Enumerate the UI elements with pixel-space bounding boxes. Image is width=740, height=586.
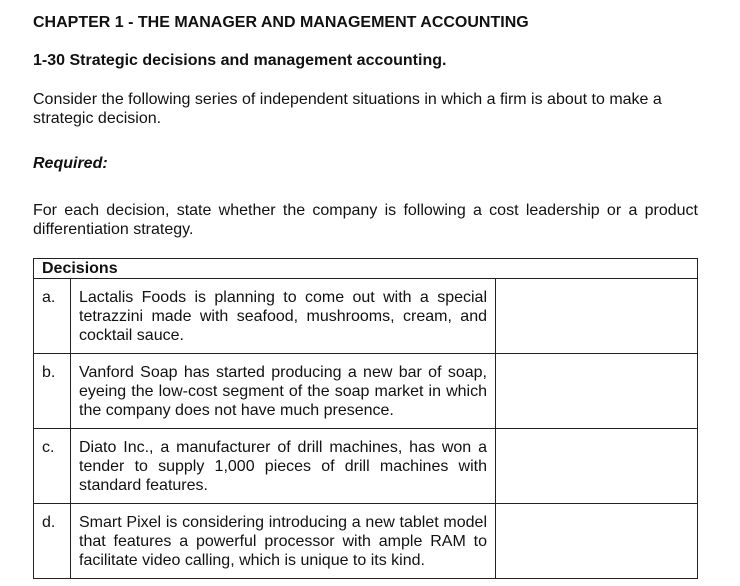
chapter-title: CHAPTER 1 - THE MANAGER AND MANAGEMENT ACCOUNTING bbox=[33, 14, 529, 31]
answer-cell[interactable] bbox=[496, 504, 698, 579]
row-letter: b. bbox=[34, 354, 71, 429]
row-letter: d. bbox=[34, 504, 71, 579]
decisions-table bbox=[33, 258, 698, 579]
decision-text: Lactalis Foods is planning to come out with a special tetrazzini made with seafood, mushrooms, cream, and cocktail sauce. bbox=[71, 279, 496, 354]
row-letter: a. bbox=[34, 279, 71, 354]
required-label: Required: bbox=[33, 155, 108, 172]
table-row bbox=[34, 429, 698, 504]
intro-paragraph: Consider the following series of independent situations in which a firm is about to make a strategic decision. bbox=[33, 91, 662, 127]
decision-text: Smart Pixel is considering introducing a new tablet model that features a powerful processor with ample RAM to facilitate video calling, which is unique to its kind. bbox=[71, 504, 496, 579]
answer-cell[interactable] bbox=[496, 354, 698, 429]
problem-title: 1-30 Strategic decisions and management accounting. bbox=[33, 52, 447, 69]
table-row bbox=[34, 279, 698, 354]
decision-text: Diato Inc., a manufacturer of drill machines, has won a tender to supply 1,000 pieces of drill machines with standard features. bbox=[71, 429, 496, 504]
answer-cell[interactable] bbox=[496, 429, 698, 504]
row-letter: c. bbox=[34, 429, 71, 504]
instruction-paragraph: For each decision, state whether the company is following a cost leadership or a product differentiation strategy. bbox=[33, 202, 698, 238]
table-row bbox=[34, 504, 698, 579]
answer-cell[interactable] bbox=[496, 279, 698, 354]
decision-text: Vanford Soap has started producing a new bar of soap, eyeing the low-cost segment of the soap market in which the company does not have much presence. bbox=[71, 354, 496, 429]
table-row bbox=[34, 354, 698, 429]
decisions-header: Decisions bbox=[34, 259, 698, 279]
